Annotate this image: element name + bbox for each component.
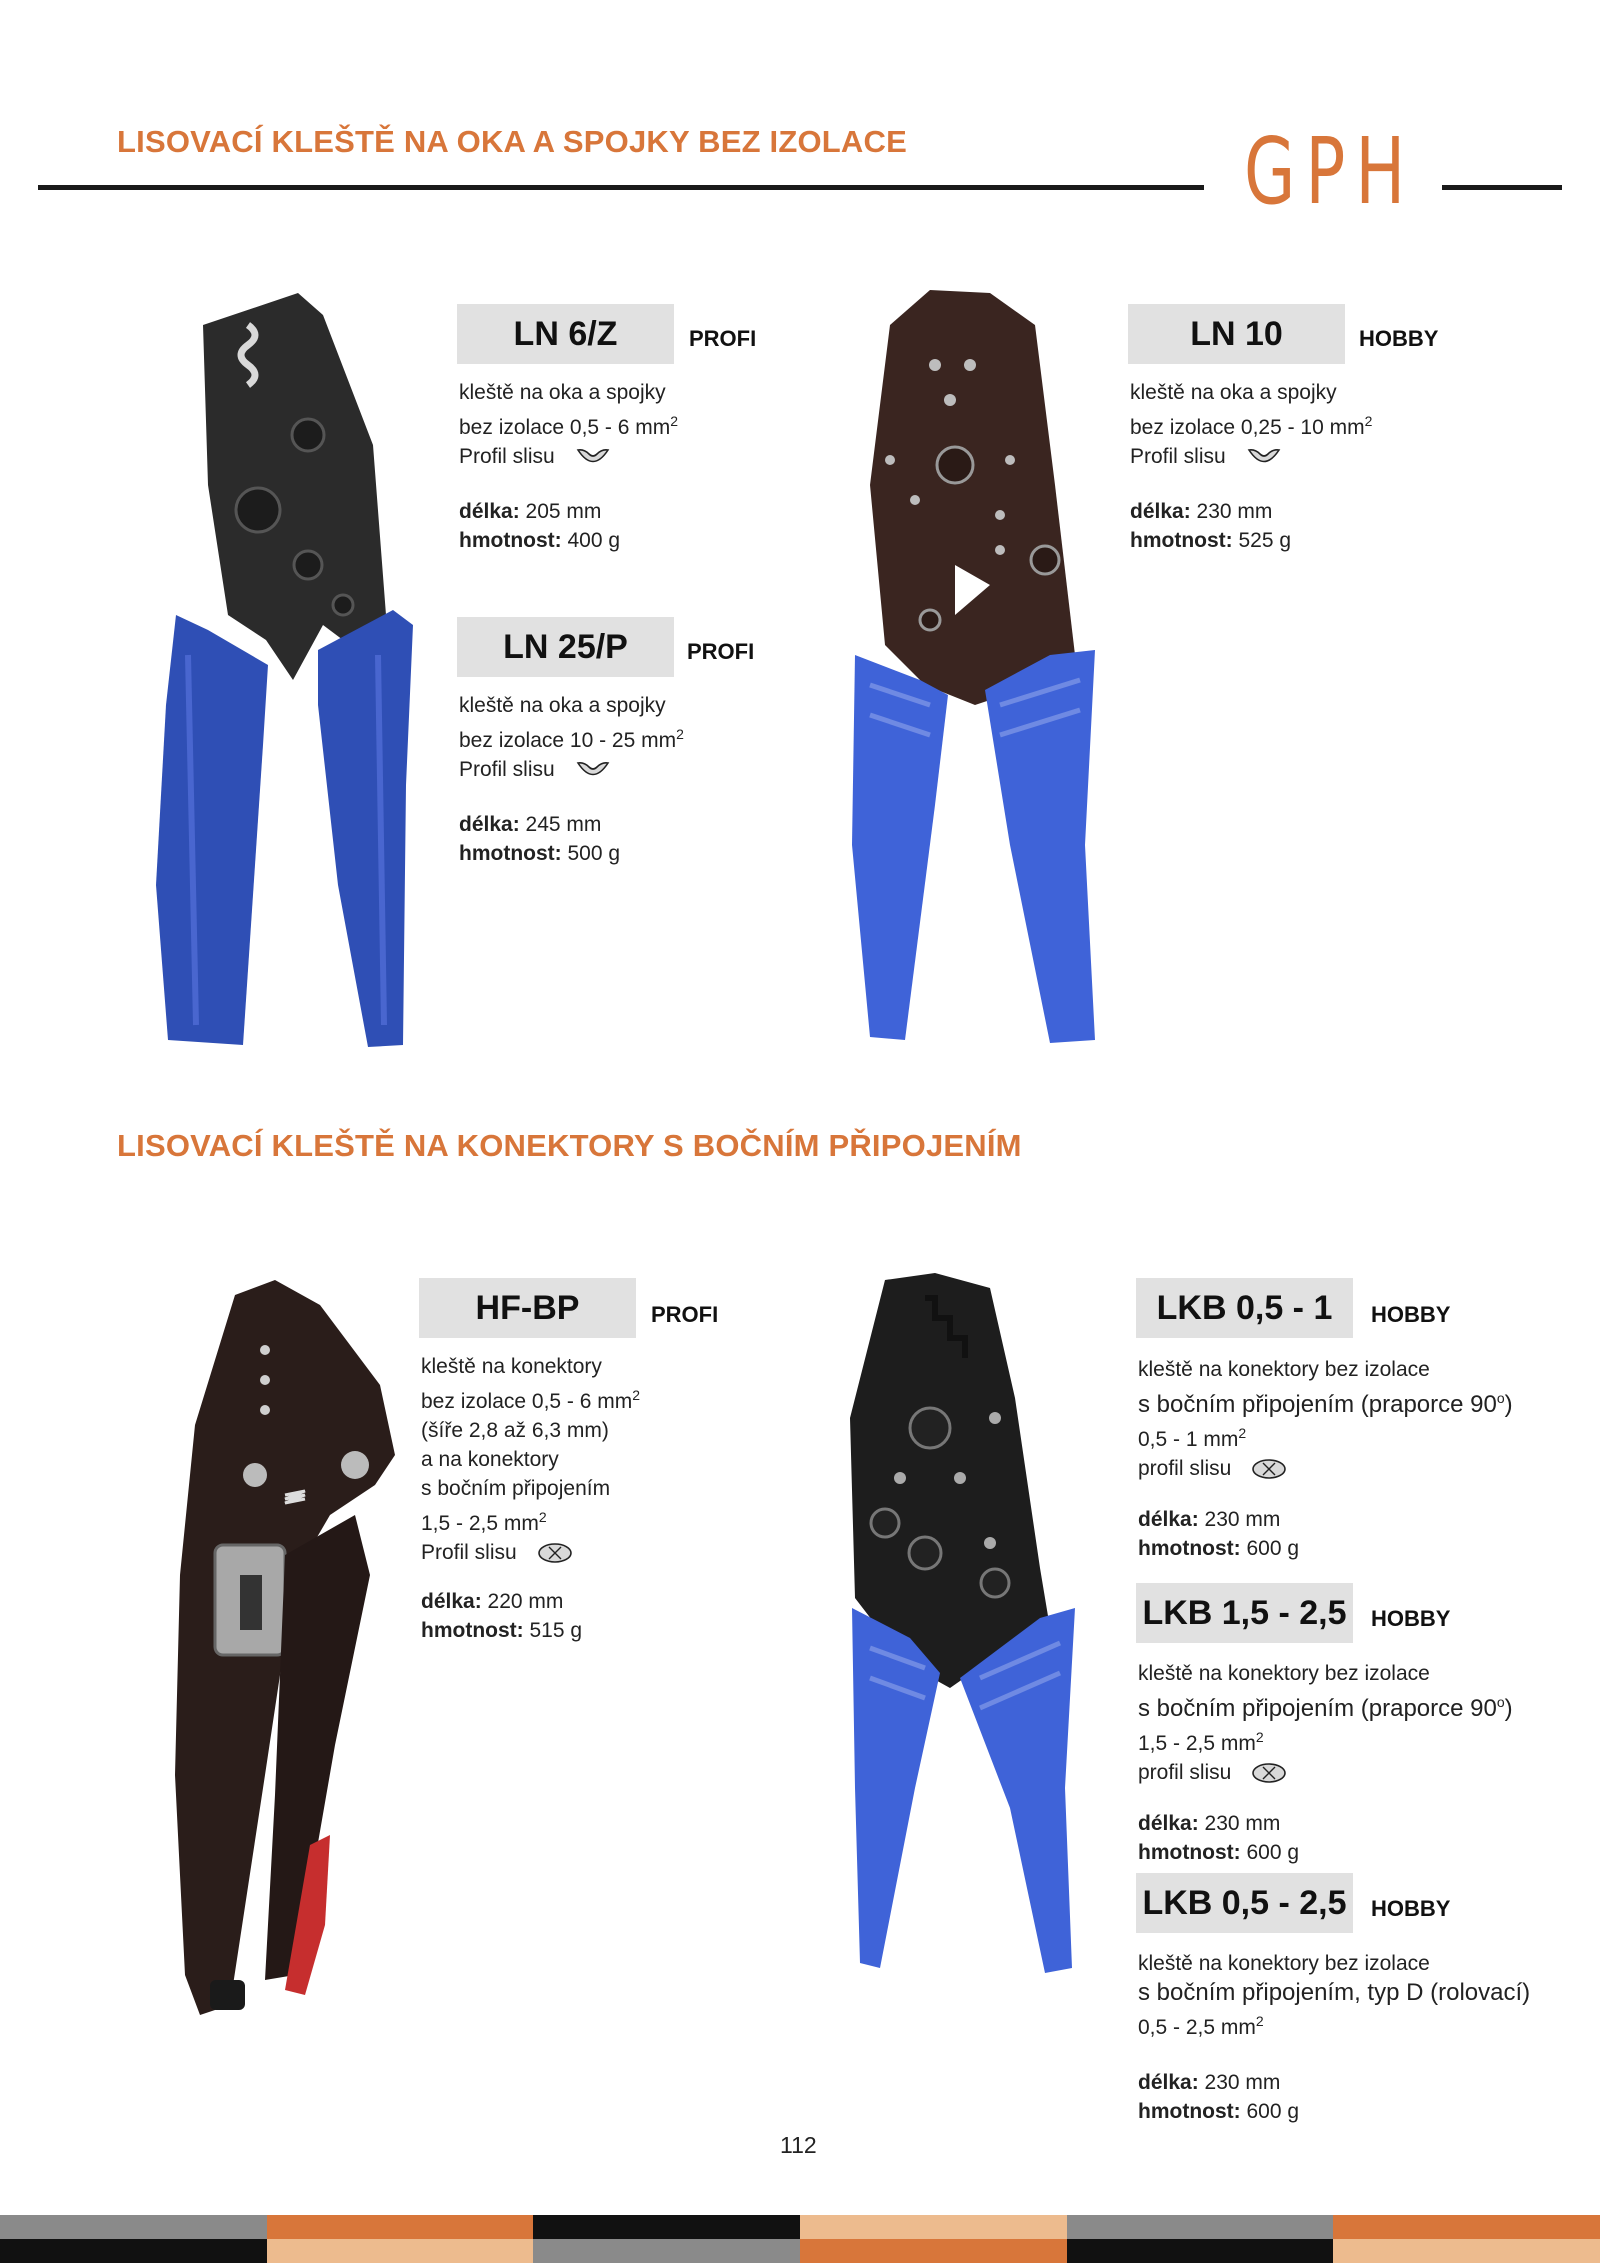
crimp-profile-icon (575, 758, 611, 782)
desc-line: profil slisu (1138, 1758, 1513, 1787)
desc-line: bez izolace 10 - 25 $mm^2$ (459, 726, 684, 752)
desc-line: Profil slisu (459, 442, 678, 471)
footer-color-segment (1067, 2215, 1334, 2239)
footer-color-segment (1067, 2239, 1334, 2263)
footer-color-segment (1333, 2215, 1600, 2239)
footer-color-segment (0, 2215, 267, 2239)
product-description (1138, 1355, 1513, 1483)
section-title-2: LISOVACÍ KLEŠTĚ NA KONEKTORY S BOČNÍM PŘIPOJENÍM (117, 1128, 1022, 1163)
product-specs (1138, 1809, 1299, 1867)
desc-line: kleště na konektory bez izolace (1138, 1662, 1430, 1685)
spec-weight: hmotnost: 515 g (421, 1619, 583, 1642)
desc-line: 0,5 - 2,5 $mm^2$ (1138, 2013, 1264, 2039)
desc-line: kleště na konektory (421, 1355, 602, 1378)
product-code-box: HF-BP (419, 1278, 636, 1338)
desc-line: Profil slisu (421, 1538, 640, 1567)
desc-line: Profil slisu (459, 755, 684, 784)
footer-color-segment (1333, 2239, 1600, 2263)
spec-length: délka: 230 mm (1138, 1508, 1281, 1531)
footer-color-segment (800, 2215, 1067, 2239)
desc-line: s bočním připojením (praporce 90$^o$) (1138, 1694, 1513, 1722)
crimp-profile-icon (537, 1541, 573, 1565)
product-code-box: LN 6/Z (457, 304, 674, 364)
desc-line: (šíře 2,8 až 6,3 mm) (421, 1419, 609, 1442)
spec-weight: hmotnost: 600 g (1138, 2100, 1300, 2123)
product-description (459, 691, 684, 784)
product-tier-badge: PROFI (689, 326, 757, 351)
footer-bars-top (0, 2215, 1600, 2239)
footer-color-segment (533, 2215, 800, 2239)
desc-line: bez izolace 0,5 - 6 $mm^2$ (459, 413, 679, 439)
spec-length: délka: 230 mm (1130, 500, 1273, 523)
crimp-profile-icon (575, 445, 611, 469)
footer-color-segment (800, 2239, 1067, 2263)
spec-weight: hmotnost: 400 g (459, 529, 621, 552)
product-description (459, 378, 678, 471)
product-tier-badge: HOBBY (1371, 1896, 1451, 1921)
desc-line: bez izolace 0,5 - 6 $mm^2$ (421, 1387, 641, 1413)
crimp-profile-icon (1251, 1457, 1287, 1481)
page-number: 112 (780, 2132, 817, 2158)
product-tier-badge: HOBBY (1371, 1606, 1451, 1631)
product-code-box: LKB 0,5 - 1 (1136, 1278, 1353, 1338)
header-rule-left (38, 185, 1204, 190)
desc-line: Profil slisu (1130, 442, 1372, 471)
spec-length: délka: 230 mm (1138, 1812, 1281, 1835)
product-description (1138, 1949, 1530, 2042)
desc-line: 1,5 - 2,5 $mm^2$ (1138, 1729, 1264, 1755)
desc-line: kleště na oka a spojky (459, 381, 666, 404)
product-specs (459, 497, 620, 555)
product-specs (1138, 2068, 1299, 2126)
product-specs (1138, 1505, 1299, 1563)
desc-line: s bočním připojením (421, 1477, 611, 1500)
brand-logo: GPH (1244, 118, 1416, 225)
product-code-box: LN 10 (1128, 304, 1345, 364)
desc-line: kleště na konektory bez izolace (1138, 1358, 1430, 1381)
spec-length: délka: 230 mm (1138, 2071, 1281, 2094)
product-description (1138, 1659, 1513, 1787)
plier-image-ln6z (148, 285, 418, 1055)
product-tier-badge: PROFI (651, 1302, 719, 1327)
crimp-profile-icon (1251, 1761, 1287, 1785)
product-code-box: LKB 1,5 - 2,5 (1136, 1583, 1353, 1643)
crimp-profile-icon (1246, 445, 1282, 469)
product-tier-badge: PROFI (687, 639, 755, 664)
desc-line: bez izolace 0,25 - 10 $mm^2$ (1130, 413, 1373, 439)
plier-image-lkb (840, 1268, 1080, 1988)
footer-color-bars (0, 2215, 1600, 2263)
product-tier-badge: HOBBY (1359, 326, 1439, 351)
plier-image-ln10 (850, 285, 1100, 1045)
footer-color-segment (533, 2239, 800, 2263)
desc-line: s bočním připojením, typ D (rolovací) (1138, 1979, 1531, 2006)
footer-color-segment (267, 2215, 534, 2239)
spec-weight: hmotnost: 525 g (1130, 529, 1292, 552)
footer-color-segment (0, 2239, 267, 2263)
product-code-box: LN 25/P (457, 617, 674, 677)
spec-weight: hmotnost: 500 g (459, 842, 621, 865)
spec-weight: hmotnost: 600 g (1138, 1537, 1300, 1560)
product-specs (1130, 497, 1291, 555)
desc-line: a na konektory (421, 1448, 559, 1471)
product-specs (459, 810, 620, 868)
footer-color-segment (267, 2239, 534, 2263)
desc-line: kleště na konektory bez izolace (1138, 1952, 1430, 1975)
spec-weight: hmotnost: 600 g (1138, 1841, 1300, 1864)
desc-line: kleště na oka a spojky (1130, 381, 1337, 404)
footer-bars-bottom (0, 2239, 1600, 2263)
desc-line: 1,5 - 2,5 $mm^2$ (421, 1509, 547, 1535)
product-description (421, 1352, 640, 1567)
product-tier-badge: HOBBY (1371, 1302, 1451, 1327)
desc-line: s bočním připojením (praporce 90$^o$) (1138, 1390, 1513, 1418)
plier-image-hfbp (155, 1275, 405, 2030)
spec-length: délka: 205 mm (459, 500, 602, 523)
desc-line: profil slisu (1138, 1454, 1513, 1483)
header-rule-right (1442, 185, 1562, 190)
spec-length: délka: 245 mm (459, 813, 602, 836)
product-specs (421, 1587, 582, 1645)
section-title-1: LISOVACÍ KLEŠTĚ NA OKA A SPOJKY BEZ IZOLACE (117, 124, 907, 159)
desc-line: kleště na oka a spojky (459, 694, 666, 717)
product-description (1130, 378, 1372, 471)
desc-line: 0,5 - 1 $mm^2$ (1138, 1425, 1247, 1451)
product-code-box: LKB 0,5 - 2,5 (1136, 1873, 1353, 1933)
spec-length: délka: 220 mm (421, 1590, 564, 1613)
